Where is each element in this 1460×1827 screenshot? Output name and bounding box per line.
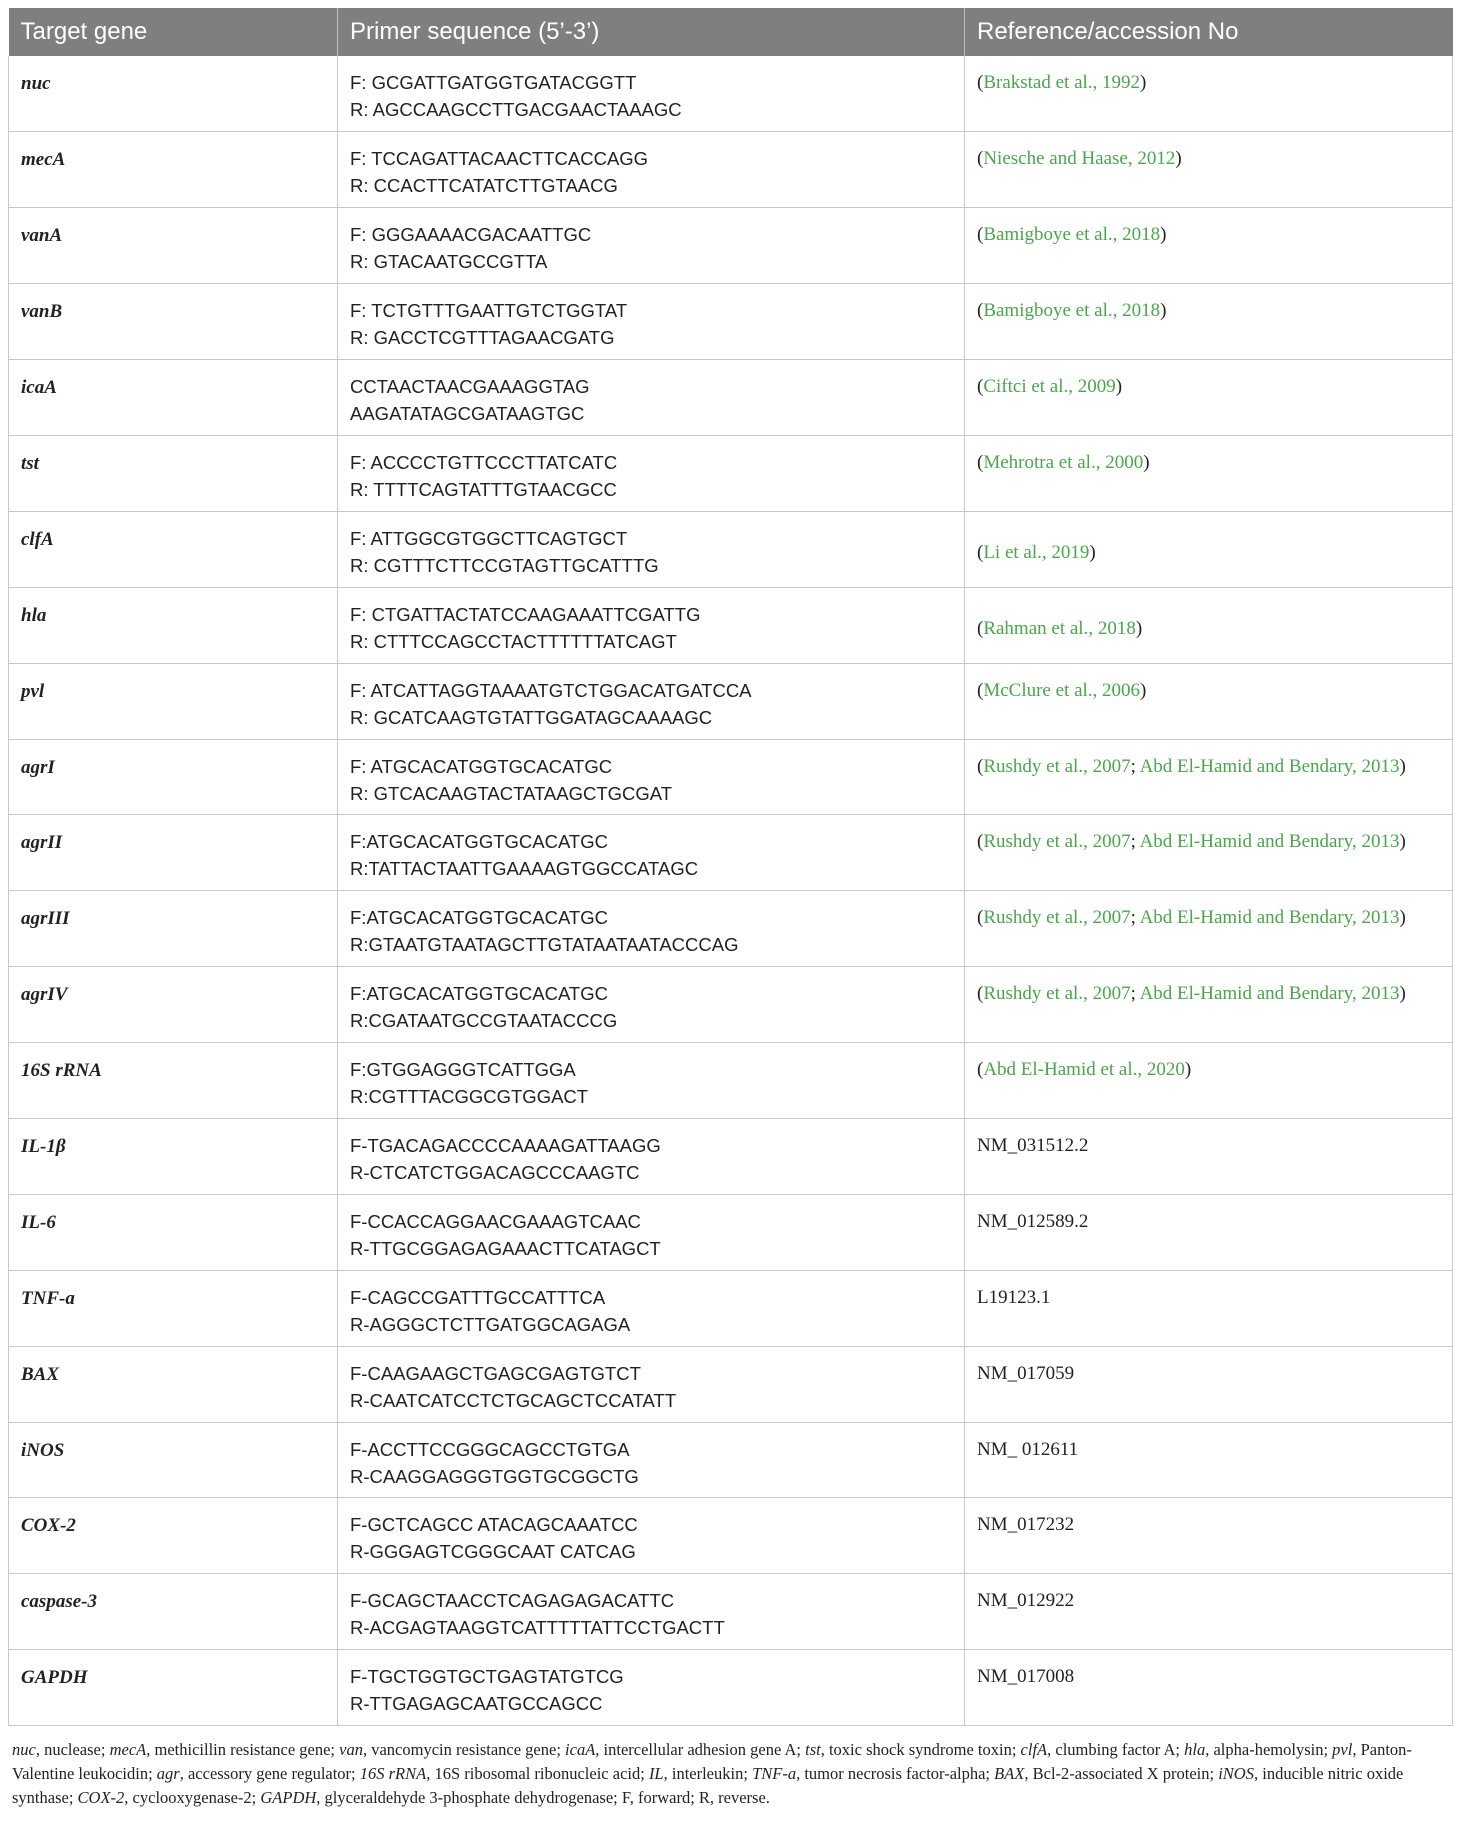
reference-cell: (Niesche and Haase, 2012) xyxy=(965,132,1453,208)
table-row xyxy=(9,56,1453,132)
header-target-gene: Target gene xyxy=(9,8,338,56)
accession-number: NM_017059 xyxy=(977,1362,1075,1384)
citation-link[interactable]: Abd El-Hamid and Bendary, 2013 xyxy=(1139,755,1400,777)
reverse-primer: R-TTGAGAGCAATGCCAGCC xyxy=(350,1693,603,1715)
primer-sequence-cell xyxy=(338,208,965,284)
primer-sequence-cell xyxy=(338,284,965,360)
footnote-text: , nuclease; xyxy=(35,1740,110,1760)
footnote-abbreviation: nuc xyxy=(12,1740,36,1760)
table-row xyxy=(9,663,1453,739)
table-row xyxy=(9,739,1453,815)
gene-name-cell: agrI xyxy=(9,739,338,815)
forward-primer: F-GCTCAGCC ATACAGCAAATCC xyxy=(350,1514,638,1536)
primer-sequence-cell xyxy=(338,435,965,511)
gene-name-cell: pvl xyxy=(9,663,338,739)
primer-sequence-cell xyxy=(338,1346,965,1422)
footnote-abbreviation: IL xyxy=(648,1764,664,1784)
reference-cell: (Rahman et al., 2018) xyxy=(965,587,1453,663)
forward-primer: F:GTGGAGGGTCATTGGA xyxy=(350,1059,576,1081)
citation-link[interactable]: Abd El-Hamid and Bendary, 2013 xyxy=(1139,831,1400,853)
primer-sequence-cell xyxy=(338,1422,965,1498)
gene-name-cell: TNF-a xyxy=(9,1270,338,1346)
primer-sequence-cell xyxy=(338,1043,965,1119)
reverse-primer: R: CCACTTCATATCTTGTAACG xyxy=(350,175,618,197)
footnote-text: , inducible nitric oxide synthase; xyxy=(12,1764,1404,1808)
reference-cell: (Abd El-Hamid et al., 2020) xyxy=(965,1043,1453,1119)
accession-number: NM_012922 xyxy=(977,1590,1075,1612)
accession-number: NM_012589.2 xyxy=(977,1210,1089,1232)
reverse-primer: R: TTTTCAGTATTTGTAACGCC xyxy=(350,478,617,500)
primer-sequence-cell xyxy=(338,56,965,132)
citation-link[interactable]: Ciftci et al., 2009 xyxy=(983,376,1116,398)
reference-cell xyxy=(965,1194,1453,1270)
table-body xyxy=(9,56,1453,1726)
forward-primer: F: GCGATTGATGGTGATACGGTT xyxy=(350,72,637,93)
footnote-abbreviation: iNOS xyxy=(1218,1764,1254,1784)
forward-primer: F:ATGCACATGGTGCACATGC xyxy=(350,831,608,853)
table-row xyxy=(9,815,1453,891)
primer-sequence-cell xyxy=(338,132,965,208)
table-container xyxy=(8,8,1452,1827)
reference-cell xyxy=(965,1346,1453,1422)
gene-name-cell: agrIV xyxy=(9,967,338,1043)
footnote-abbreviation: GAPDH xyxy=(260,1788,317,1808)
footnote-text: , vancomycin resistance gene; xyxy=(362,1740,566,1760)
primer-sequence-cell xyxy=(338,587,965,663)
footnote-text: , cyclooxygenase-2; xyxy=(124,1788,261,1808)
table-row xyxy=(9,1346,1453,1422)
citation-link[interactable]: Bamigboye et al., 2018 xyxy=(983,300,1161,322)
footnote-text: , tumor necrosis factor-alpha; xyxy=(796,1764,995,1784)
citation-link[interactable]: Bamigboye et al., 2018 xyxy=(983,224,1161,246)
citation-link[interactable]: Li et al., 2019 xyxy=(983,541,1090,563)
table-row xyxy=(9,435,1453,511)
primer-sequence-cell xyxy=(338,815,965,891)
reference-cell: (Li et al., 2019) xyxy=(965,511,1453,587)
reference-cell xyxy=(965,1574,1453,1650)
reference-cell: (Bamigboye et al., 2018) xyxy=(965,284,1453,360)
gene-name-cell: iNOS xyxy=(9,1422,338,1498)
footnote-abbreviation: hla xyxy=(1184,1740,1206,1760)
forward-primer: F-GCAGCTAACCTCAGAGAGACATTC xyxy=(350,1590,675,1612)
footnote-abbreviation: van xyxy=(339,1740,363,1760)
citation-link[interactable]: Mehrotra et al., 2000 xyxy=(983,451,1144,473)
reverse-primer: R: CGTTTCTTCCGTAGTTGCATTTG xyxy=(350,554,659,576)
footnote-abbreviation: 16S rRNA xyxy=(359,1764,427,1784)
forward-primer: F: ACCCCTGTTCCCTTATCATC xyxy=(350,451,618,473)
forward-primer: F: TCCAGATTACAACTTCACCAGG xyxy=(350,148,649,170)
reverse-primer: R-GGGAGTCGGGCAAT CATCAG xyxy=(350,1541,636,1563)
table-row xyxy=(9,1194,1453,1270)
footnote-abbreviation: agr xyxy=(156,1764,180,1784)
forward-primer: F: GGGAAAACGACAATTGC xyxy=(350,224,592,246)
reverse-primer: R:CGTTTACGGCGTGGACT xyxy=(350,1086,589,1108)
primer-sequence-cell xyxy=(338,1498,965,1574)
reverse-primer: R-TTGCGGAGAGAAACTTCATAGCT xyxy=(350,1237,661,1259)
footnote-text: , interleukin; xyxy=(663,1764,753,1784)
forward-primer: F: TCTGTTTGAATTGTCTGGTAT xyxy=(350,300,628,322)
reverse-primer: R-AGGGCTCTTGATGGCAGAGA xyxy=(350,1313,631,1335)
reference-cell xyxy=(965,1118,1453,1194)
primer-sequence-cell xyxy=(338,360,965,436)
accession-number: NM_017232 xyxy=(977,1514,1075,1536)
gene-name-cell: hla xyxy=(9,587,338,663)
gene-name-cell: COX-2 xyxy=(9,1498,338,1574)
reference-cell: (Rushdy et al., 2007; Abd El-Hamid and Bendary, 2013) xyxy=(965,891,1453,967)
footnote-abbreviation: pvl xyxy=(1332,1740,1353,1760)
reverse-primer: R: CTTTCCAGCCTACTTTTTTATCAGT xyxy=(350,630,677,652)
table-row xyxy=(9,1574,1453,1650)
footnote-text: , clumbing factor A; xyxy=(1047,1740,1185,1760)
gene-name-cell: 16S rRNA xyxy=(9,1043,338,1119)
gene-name-cell: clfA xyxy=(9,511,338,587)
reference-cell: (Brakstad et al., 1992) xyxy=(965,56,1453,132)
header-row xyxy=(9,8,1453,56)
citation-link[interactable]: Rushdy et al., 2007 xyxy=(983,831,1131,853)
table-row xyxy=(9,208,1453,284)
footnote-text: , Panton-Valentine leukocidin; xyxy=(12,1740,1412,1784)
table-row xyxy=(9,511,1453,587)
reference-cell: (Mehrotra et al., 2000) xyxy=(965,435,1453,511)
forward-primer: F-CAAGAAGCTGAGCGAGTGTCT xyxy=(350,1362,641,1384)
citation-link[interactable]: Niesche and Haase, 2012 xyxy=(983,148,1176,170)
reference-cell xyxy=(965,1650,1453,1726)
footnote-text: , alpha-hemolysin; xyxy=(1205,1740,1333,1760)
table-row xyxy=(9,1650,1453,1726)
footnote-abbreviation: clfA xyxy=(1020,1740,1048,1760)
header-reference: Reference/accession No xyxy=(965,8,1453,56)
gene-name-cell: caspase-3 xyxy=(9,1574,338,1650)
accession-number: NM_031512.2 xyxy=(977,1134,1089,1156)
accession-number: NM_ 012611 xyxy=(977,1438,1079,1460)
reference-cell: (McClure et al., 2006) xyxy=(965,663,1453,739)
citation-link[interactable]: Rushdy et al., 2007 xyxy=(983,755,1131,777)
citation-link[interactable]: Brakstad et al., 1992 xyxy=(983,72,1141,93)
footnote-text: , 16S ribosomal ribonucleic acid; xyxy=(426,1764,649,1784)
gene-name-cell: IL-1β xyxy=(9,1118,338,1194)
gene-name-cell: tst xyxy=(9,435,338,511)
header-primer-sequence: Primer sequence (5’-3’) xyxy=(338,8,965,56)
gene-name-cell: icaA xyxy=(9,360,338,436)
reverse-primer: R:TATTACTAATTGAAAAGTGGCCATAGC xyxy=(350,858,699,880)
reference-cell xyxy=(965,1422,1453,1498)
table-footnote xyxy=(8,1738,1452,1810)
gene-name-cell: nuc xyxy=(9,56,338,132)
citation-link[interactable]: Abd El-Hamid and Bendary, 2013 xyxy=(1139,907,1400,929)
reference-cell xyxy=(965,1270,1453,1346)
footnote-text: , accessory gene regulator; xyxy=(179,1764,360,1784)
forward-primer: F:ATGCACATGGTGCACATGC xyxy=(350,907,608,929)
reverse-primer: R: GTCACAAGTACTATAAGCTGCGAT xyxy=(350,782,673,804)
table-row xyxy=(9,891,1453,967)
gene-name-cell: agrIII xyxy=(9,891,338,967)
table-row xyxy=(9,967,1453,1043)
forward-primer: F: ATTGGCGTGGCTTCAGTGCT xyxy=(350,527,628,549)
reverse-primer: R:CGATAATGCCGTAATACCCG xyxy=(350,1010,618,1032)
primer-sequence-cell xyxy=(338,739,965,815)
footnote-abbreviation: COX-2 xyxy=(77,1788,125,1808)
gene-name-cell: BAX xyxy=(9,1346,338,1422)
reverse-primer: AAGATATAGCGATAAGTGC xyxy=(350,403,585,425)
reverse-primer: R:GTAATGTAATAGCTTGTATAATAATACCCAG xyxy=(350,934,739,956)
table-row xyxy=(9,1043,1453,1119)
table-row xyxy=(9,587,1453,663)
primer-sequence-cell xyxy=(338,967,965,1043)
reference-cell: (Rushdy et al., 2007; Abd El-Hamid and Bendary, 2013) xyxy=(965,739,1453,815)
forward-primer: F: ATCATTAGGTAAAATGTCTGGACATGATCCA xyxy=(350,679,752,701)
footnote-abbreviation: TNF-a xyxy=(752,1764,797,1784)
reference-cell: (Rushdy et al., 2007; Abd El-Hamid and Bendary, 2013) xyxy=(965,967,1453,1043)
forward-primer: F: CTGATTACTATCCAAGAAATTCGATTG xyxy=(350,603,701,625)
reference-cell xyxy=(965,1498,1453,1574)
primer-sequence-cell xyxy=(338,511,965,587)
table-row xyxy=(9,1118,1453,1194)
primer-sequence-cell xyxy=(338,1270,965,1346)
footnote-text: , methicillin resistance gene; xyxy=(146,1740,340,1760)
forward-primer: F-CCACCAGGAACGAAAGTCAAC xyxy=(350,1210,641,1232)
table-row xyxy=(9,284,1453,360)
footnote-abbreviation: tst xyxy=(805,1740,821,1760)
citation-link[interactable]: Abd El-Hamid and Bendary, 2013 xyxy=(1139,983,1400,1005)
primer-table xyxy=(8,8,1453,1726)
primer-sequence-cell xyxy=(338,1650,965,1726)
citation-link[interactable]: Rushdy et al., 2007 xyxy=(983,983,1131,1005)
reverse-primer: R-CTCATCTGGACAGCCCAAGTC xyxy=(350,1161,640,1183)
gene-name-cell: vanA xyxy=(9,208,338,284)
reverse-primer: R: GACCTCGTTTAGAACGATG xyxy=(350,327,615,349)
citation-link[interactable]: Rahman et al., 2018 xyxy=(983,617,1136,639)
accession-number: NM_017008 xyxy=(977,1666,1075,1688)
forward-primer: CCTAACTAACGAAAGGTAG xyxy=(350,376,590,398)
citation-link[interactable]: Abd El-Hamid et al., 2020 xyxy=(983,1059,1185,1081)
gene-name-cell: mecA xyxy=(9,132,338,208)
footnote-text: , toxic shock syndrome toxin; xyxy=(820,1740,1021,1760)
reference-cell: (Rushdy et al., 2007; Abd El-Hamid and Bendary, 2013) xyxy=(965,815,1453,891)
forward-primer: F:ATGCACATGGTGCACATGC xyxy=(350,983,608,1005)
primer-sequence-cell xyxy=(338,1194,965,1270)
footnote-text: , Bcl-2-associated X protein; xyxy=(1024,1764,1219,1784)
footnote-text: , glyceraldehyde 3-phosphate dehydrogenase; F, forward; R, reverse. xyxy=(316,1788,770,1808)
reverse-primer: R: GTACAATGCCGTTA xyxy=(350,251,548,273)
footnote-abbreviation: mecA xyxy=(109,1740,147,1760)
table-row xyxy=(9,1498,1453,1574)
gene-name-cell: GAPDH xyxy=(9,1650,338,1726)
forward-primer: F: ATGCACATGGTGCACATGC xyxy=(350,755,613,777)
primer-sequence-cell xyxy=(338,1118,965,1194)
reverse-primer: R-CAATCATCCTCTGCAGCTCCATATT xyxy=(350,1389,677,1411)
reverse-primer: R-CAAGGAGGGTGGTGCGGCTG xyxy=(350,1465,639,1487)
footnote-abbreviation: icaA xyxy=(565,1740,596,1760)
gene-name-cell: vanB xyxy=(9,284,338,360)
primer-sequence-cell xyxy=(338,663,965,739)
table-row xyxy=(9,1270,1453,1346)
reverse-primer: R-ACGAGTAAGGTCATTTTTATTCCTGACTT xyxy=(350,1617,725,1639)
forward-primer: F-CAGCCGATTTGCCATTTCA xyxy=(350,1286,606,1308)
forward-primer: F-ACCTTCCGGGCAGCCTGTGA xyxy=(350,1438,630,1460)
table-header xyxy=(9,8,1453,56)
forward-primer: F-TGCTGGTGCTGAGTATGTCG xyxy=(350,1666,624,1688)
gene-name-cell: agrII xyxy=(9,815,338,891)
primer-sequence-cell xyxy=(338,1574,965,1650)
accession-number: L19123.1 xyxy=(977,1286,1051,1308)
table-row xyxy=(9,132,1453,208)
reference-cell: (Bamigboye et al., 2018) xyxy=(965,208,1453,284)
table-row xyxy=(9,1422,1453,1498)
primer-sequence-cell xyxy=(338,891,965,967)
table-row xyxy=(9,360,1453,436)
reverse-primer: R: GCATCAAGTGTATTGGATAGCAAAAGC xyxy=(350,706,713,728)
footnote-abbreviation: BAX xyxy=(994,1764,1025,1784)
gene-name-cell: IL-6 xyxy=(9,1194,338,1270)
reverse-primer: R: AGCCAAGCCTTGACGAACTAAAGC xyxy=(350,99,682,120)
reference-cell: (Ciftci et al., 2009) xyxy=(965,360,1453,436)
citation-link[interactable]: McClure et al., 2006 xyxy=(983,679,1141,701)
citation-link[interactable]: Rushdy et al., 2007 xyxy=(983,907,1131,929)
forward-primer: F-TGACAGACCCCAAAAGATTAAGG xyxy=(350,1134,661,1156)
footnote-text: , intercellular adhesion gene A; xyxy=(595,1740,806,1760)
